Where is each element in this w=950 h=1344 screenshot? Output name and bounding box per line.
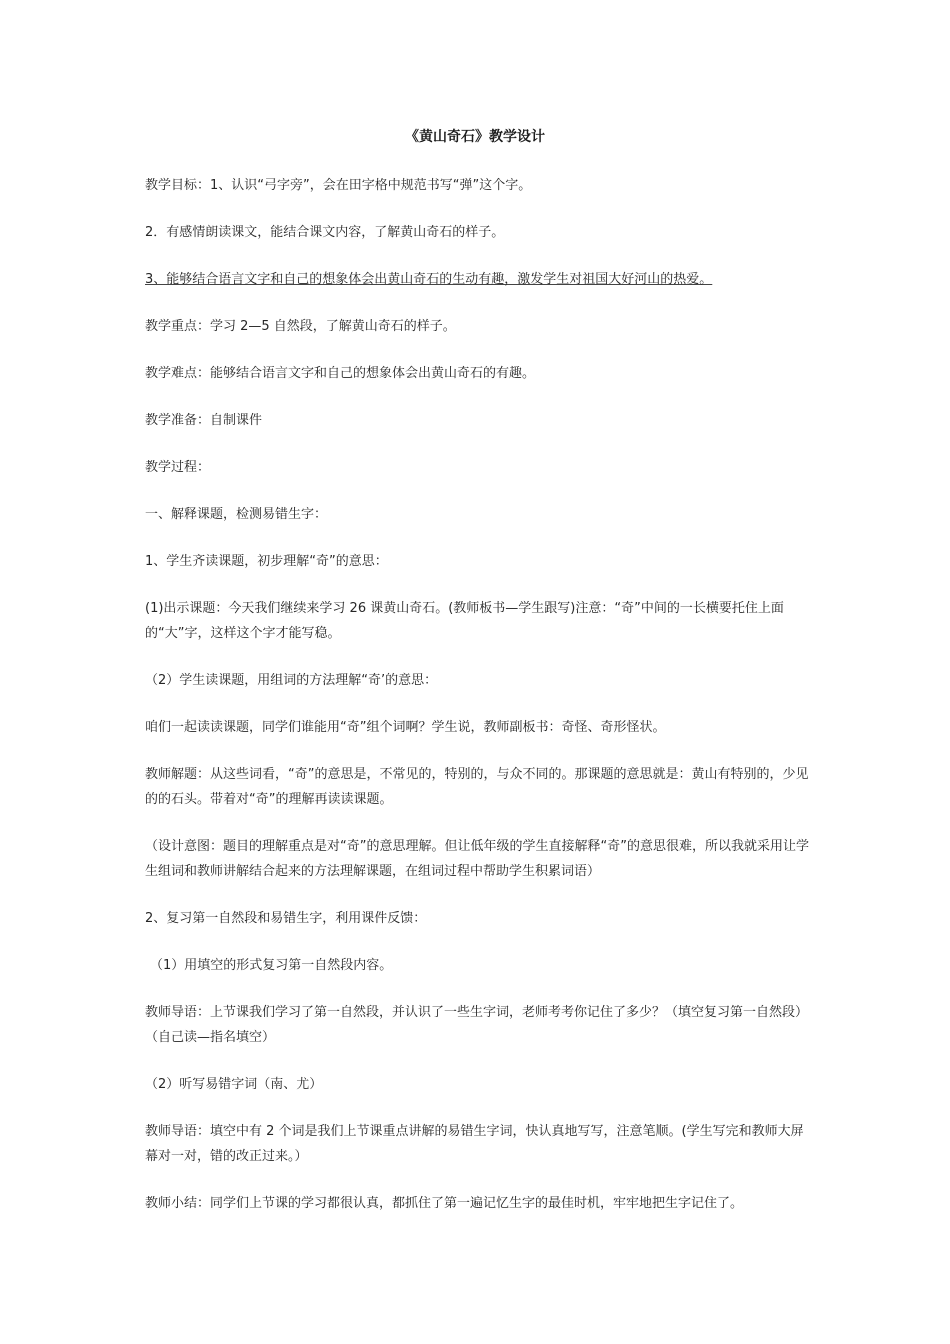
paragraph-key-point: 教学重点：学习 2—5 自然段，了解黄山奇石的样子。 bbox=[145, 319, 456, 334]
section-heading-1: 一、解释课题，检测易错生字： bbox=[145, 507, 328, 522]
paragraph-preparation: 教学准备：自制课件 bbox=[145, 413, 263, 428]
paragraph-read-title: （2）学生读课题，用组词的方法理解“奇’的意思： bbox=[145, 673, 438, 688]
paragraph-word-building: 咱们一起读读课题，同学们谁能用“奇”组个词啊？学生说，教师副板书：奇怪、奇形怪状。 bbox=[145, 720, 666, 735]
paragraph-design-intent: （设计意图：题目的理解重点是对“奇”的意思理解。但让低年级的学生直接解释“奇”的意思很难，所以我就采用让学生组词和教师讲解结合起来的方法理解课题，在组词过程中帮助学生积累词语） bbox=[145, 839, 809, 879]
step-heading-1: 1、学生齐读课题，初步理解“奇”的意思： bbox=[145, 554, 388, 569]
paragraph-teacher-summary: 教师小结：同学们上节课的学习都很认真，都抓住了第一遍记忆生字的最佳时机，牢牢地把生字记住了。 bbox=[145, 1196, 744, 1211]
paragraph-fill-blank: （1）用填空的形式复习第一自然段内容。 bbox=[150, 958, 393, 973]
paragraph-show-title: (1)出示课题：今天我们继续来学习 26 课黄山奇石。(教师板书—学生跟写)注意：“奇”中间的一长横要托住上面的“大”字，这样这个字才能写稳。 bbox=[145, 601, 784, 641]
paragraph-teacher-guide-2: 教师导语：填空中有 2 个词是我们上节课重点讲解的易错生字词，快认真地写写，注意笔顺。(学生写完和教师大屏幕对一对，错的改正过来。） bbox=[145, 1124, 804, 1164]
paragraph-objective-3: 3、能够结合语言文字和自己的想象体会出黄山奇石的生动有趣，激发学生对祖国大好河山的热爱。 bbox=[145, 272, 713, 287]
paragraph-process-heading: 教学过程： bbox=[145, 460, 211, 475]
paragraph-dictation: （2）听写易错字词（南、尤） bbox=[145, 1077, 323, 1092]
step-heading-2: 2、复习第一自然段和易错生字，利用课件反馈： bbox=[145, 911, 427, 926]
paragraph-teacher-guide-1: 教师导语：上节课我们学习了第一自然段，并认识了一些生字词，老师考考你记住了多少？（填空复习第一自然段）（自己读—指名填空） bbox=[145, 1005, 809, 1045]
paragraph-objective-2: 2．有感情朗读课文，能结合课文内容，了解黄山奇石的样子。 bbox=[145, 225, 505, 240]
document-title: 《黄山奇石》教学设计 bbox=[405, 129, 545, 145]
paragraph-difficulty: 教学难点：能够结合语言文字和自己的想象体会出黄山奇石的有趣。 bbox=[145, 366, 536, 381]
paragraph-objective-1: 教学目标：1、认识“弓字旁”，会在田字格中规范书写“弹”这个字。 bbox=[145, 178, 532, 193]
paragraph-teacher-explanation: 教师解题：从这些词看，“奇”的意思是，不常见的，特别的，与众不同的。那课题的意思就是：黄山有特别的，少见的的石头。带着对“奇”的理解再读读课题。 bbox=[145, 767, 809, 807]
